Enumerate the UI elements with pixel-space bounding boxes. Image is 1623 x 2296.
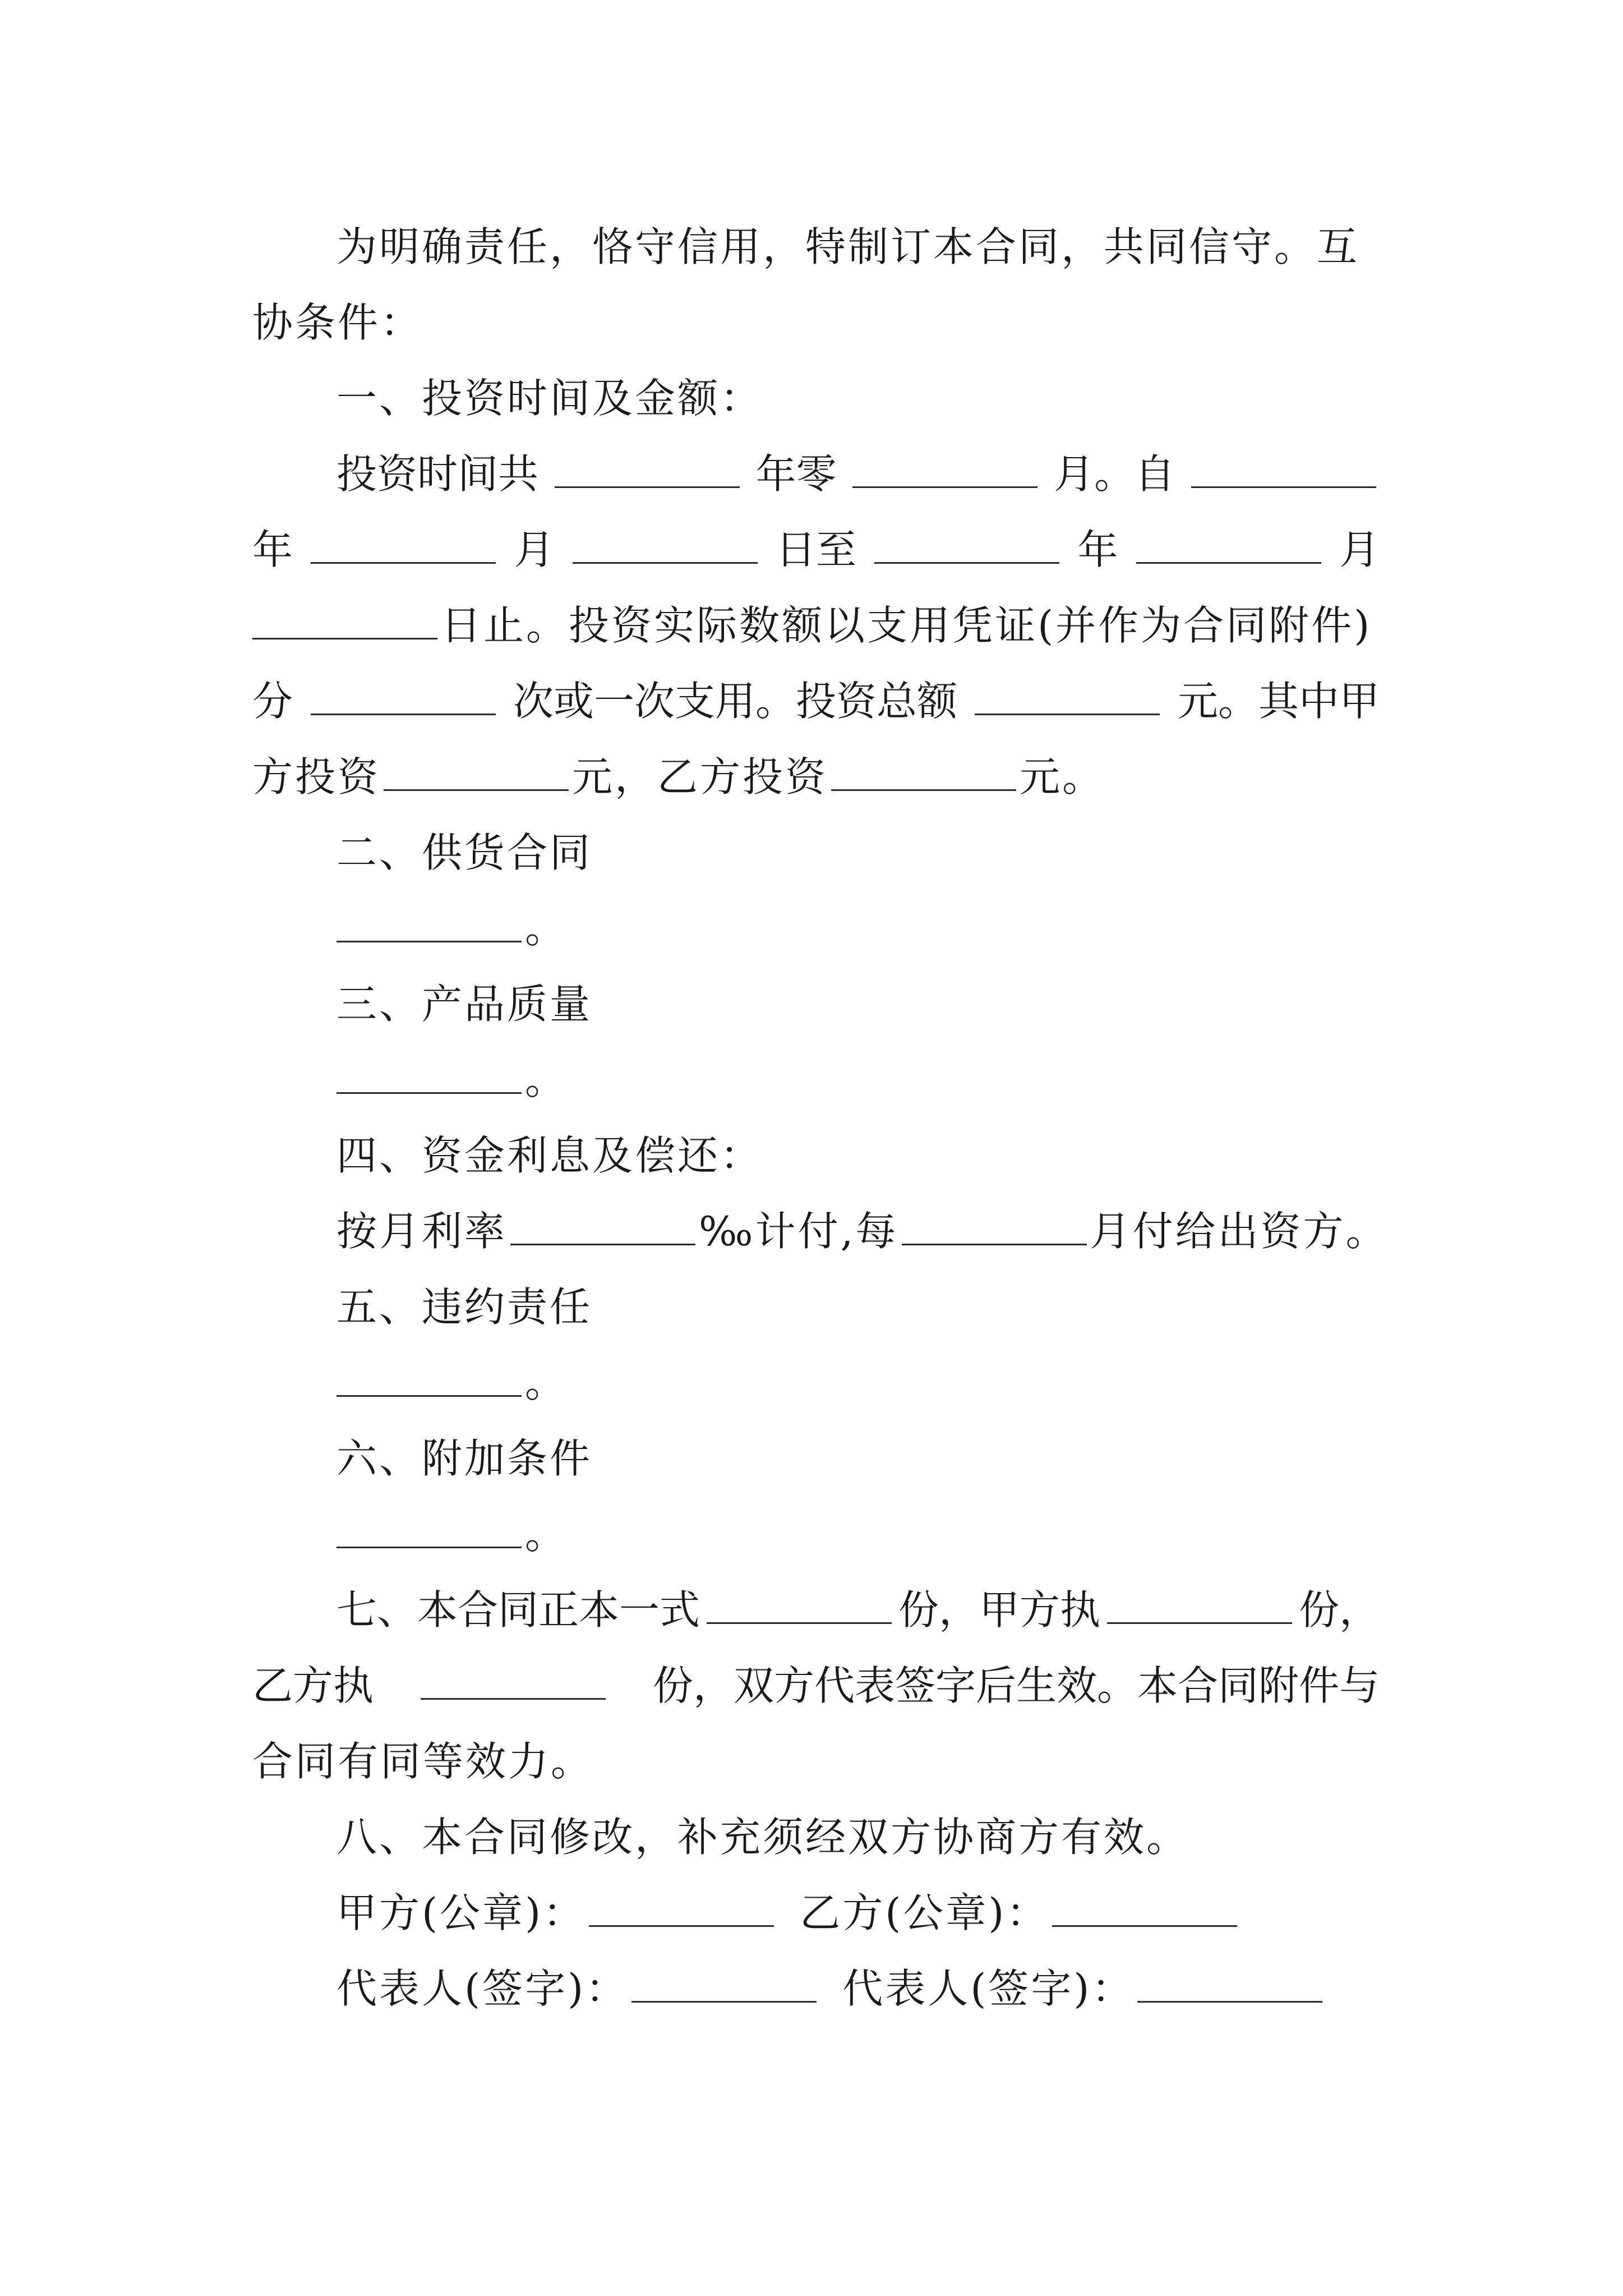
text: 元。其中甲 bbox=[1177, 678, 1380, 725]
blank-party-b-copies[interactable] bbox=[421, 1651, 606, 1700]
section1-line-4 bbox=[252, 662, 1380, 740]
period: 。 bbox=[525, 1359, 568, 1406]
period: 。 bbox=[525, 1056, 568, 1103]
intro-line-1: 为明确责任，恪守信用，特制订本合同，共同信守。互 bbox=[336, 223, 1360, 270]
section3-heading: 三、产品质量 bbox=[336, 981, 593, 1028]
party-b-seal-blank[interactable] bbox=[1052, 1878, 1237, 1927]
blank-end-year[interactable] bbox=[874, 515, 1059, 564]
blank-end-month[interactable] bbox=[1136, 515, 1321, 564]
section1-line-1 bbox=[336, 435, 1380, 513]
text: 份， bbox=[1298, 1586, 1380, 1634]
period: 。 bbox=[525, 1511, 568, 1558]
text: 月 bbox=[1339, 526, 1380, 573]
party-a-seal-label: 甲方(公章)： bbox=[336, 1889, 586, 1936]
text: 元。 bbox=[1020, 753, 1105, 800]
text: 乙方执 bbox=[252, 1662, 374, 1709]
text: 分 bbox=[252, 678, 293, 725]
text: 月。自 bbox=[1054, 450, 1175, 498]
period: 。 bbox=[525, 905, 568, 952]
text: 份，甲方执 bbox=[898, 1586, 1100, 1634]
text: 份，双方代表签字后生效。本合同附件与 bbox=[652, 1662, 1380, 1709]
section4-line-1 bbox=[336, 1192, 1389, 1271]
blank-payment-interval[interactable] bbox=[902, 1197, 1087, 1245]
intro-line-2: 协条件： bbox=[252, 299, 423, 346]
text: 月 bbox=[514, 526, 555, 573]
section2-fill bbox=[336, 889, 1380, 968]
text: 年零 bbox=[755, 450, 837, 498]
text: 元，乙方投资 bbox=[572, 753, 828, 800]
section6-heading: 六、附加条件 bbox=[336, 1435, 593, 1482]
blank-start-month[interactable] bbox=[311, 515, 496, 564]
blank-start-year[interactable] bbox=[1191, 439, 1376, 488]
section7-line-1 bbox=[336, 1571, 1380, 1649]
text: 日至 bbox=[775, 526, 856, 573]
section4-heading: 四、资金利息及偿还： bbox=[336, 1132, 763, 1179]
blank-party-a-investment[interactable] bbox=[384, 742, 569, 791]
signature-rep-row bbox=[336, 1949, 1380, 2028]
section5-heading: 五、违约责任 bbox=[336, 1283, 593, 1331]
text: 日止。投资实际数额以支用凭证(并作为合同附件) bbox=[441, 602, 1372, 649]
signature-seal-row bbox=[336, 1874, 1380, 1952]
rep-a-label: 代表人(签字)： bbox=[336, 1965, 629, 2012]
section5-fill bbox=[336, 1343, 1380, 1422]
rep-b-blank[interactable] bbox=[1137, 1954, 1322, 2003]
rep-b-label: 代表人(签字)： bbox=[842, 1965, 1135, 2012]
blank-product-quality[interactable] bbox=[336, 1045, 522, 1094]
blank-party-b-investment[interactable] bbox=[831, 742, 1016, 791]
blank-months[interactable] bbox=[852, 439, 1038, 488]
text: ‰计付,每 bbox=[699, 1208, 898, 1255]
text: 按月利率 bbox=[336, 1208, 508, 1255]
blank-party-a-copies[interactable] bbox=[1107, 1575, 1292, 1624]
section8-text: 八、本合同修改，补充须经双方协商方有效。 bbox=[336, 1814, 1189, 1861]
text: 次或一次支用。投资总额 bbox=[513, 678, 957, 725]
party-b-seal-label: 乙方(公章)： bbox=[800, 1889, 1049, 1936]
text: 七、本合同正本一式 bbox=[336, 1586, 700, 1634]
section7-line-2 bbox=[252, 1646, 1380, 1725]
blank-end-day[interactable] bbox=[252, 591, 437, 639]
section6-fill bbox=[336, 1495, 1380, 1573]
rep-a-blank[interactable] bbox=[631, 1954, 817, 2003]
blank-liability[interactable] bbox=[336, 1348, 522, 1397]
party-a-seal-blank[interactable] bbox=[589, 1878, 774, 1927]
section3-fill bbox=[336, 1041, 1380, 1119]
text: 年 bbox=[252, 526, 293, 573]
blank-copies[interactable] bbox=[707, 1575, 892, 1624]
text: 月付给出资方。 bbox=[1090, 1208, 1389, 1255]
blank-installments[interactable] bbox=[311, 666, 496, 715]
blank-supply-contract[interactable] bbox=[336, 894, 522, 942]
text: 方投资 bbox=[252, 753, 381, 800]
blank-monthly-rate[interactable] bbox=[510, 1197, 695, 1245]
blank-total-amount[interactable] bbox=[975, 666, 1160, 715]
text: 年 bbox=[1077, 526, 1118, 573]
blank-years[interactable] bbox=[555, 439, 740, 488]
section1-line-2 bbox=[252, 510, 1380, 589]
section1-line-5 bbox=[252, 738, 1380, 816]
section1-heading: 一、投资时间及金额： bbox=[336, 375, 763, 422]
section2-heading: 二、供货合同 bbox=[336, 829, 593, 876]
section7-line-3: 合同有同等效力。 bbox=[252, 1738, 594, 1785]
blank-additional-terms[interactable] bbox=[336, 1499, 522, 1548]
blank-start-day[interactable] bbox=[573, 515, 758, 564]
section1-line-3 bbox=[252, 586, 1380, 665]
text: 投资时间共 bbox=[336, 450, 539, 498]
